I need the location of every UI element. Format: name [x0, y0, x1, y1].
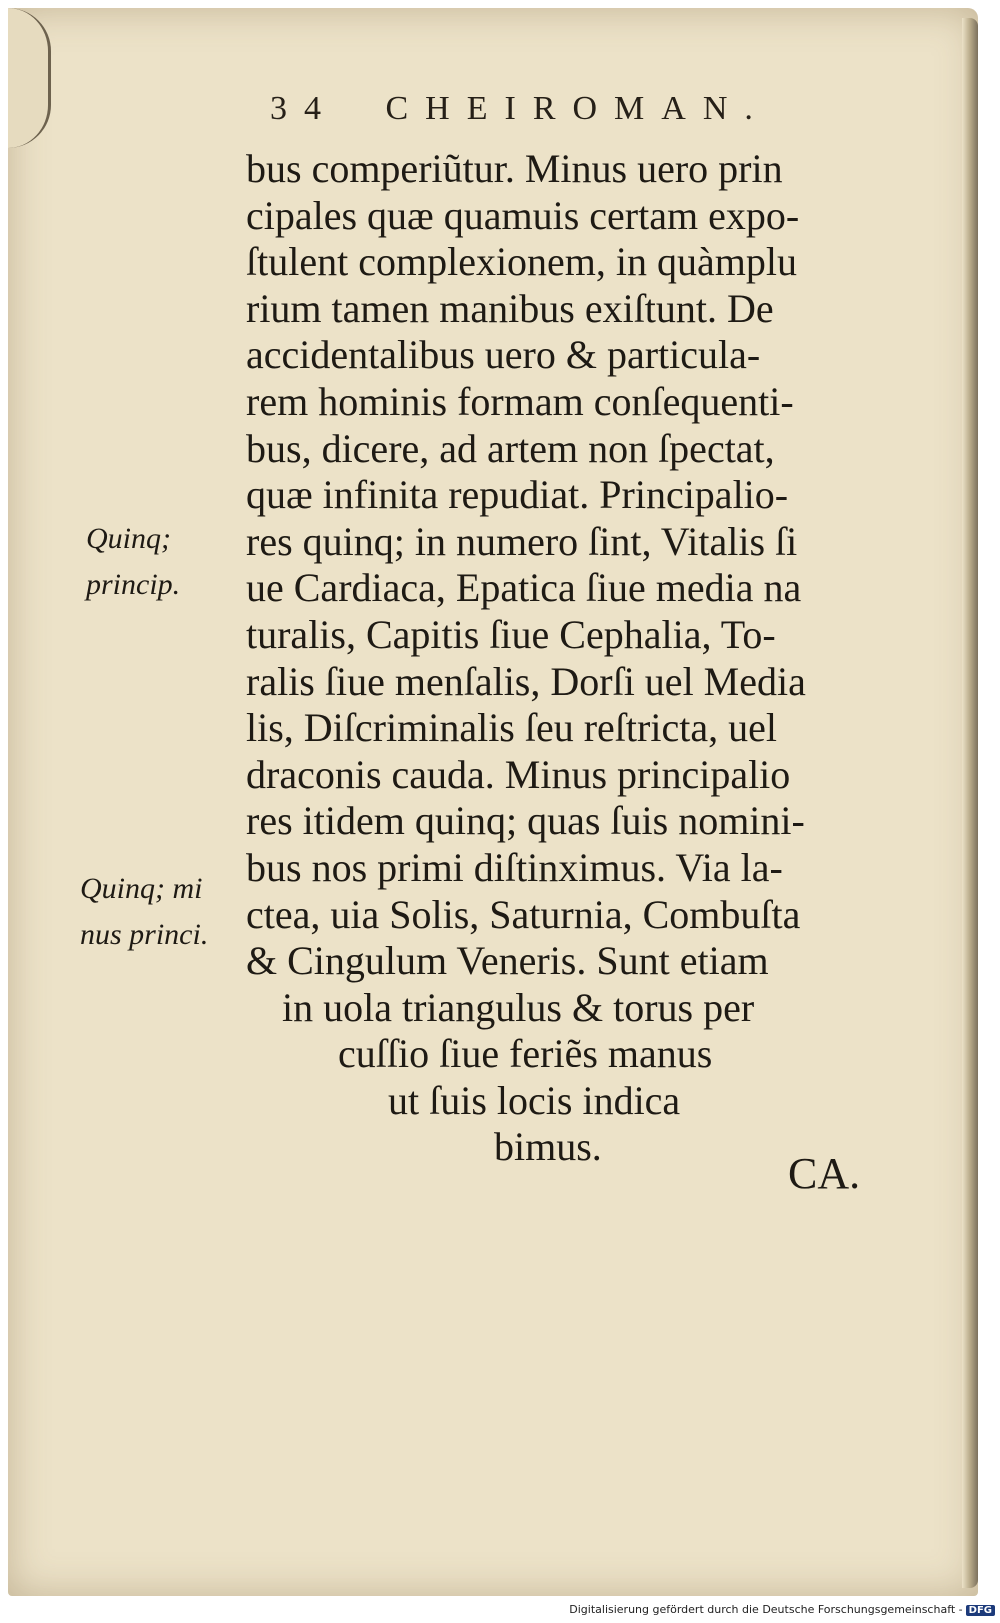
running-header: [270, 90, 830, 140]
text-line: draconis cauda. Minus principalio: [246, 751, 791, 797]
catchword: CA.: [788, 1149, 861, 1198]
margin-note-line: nus princi.: [80, 918, 209, 951]
page-number: 34: [270, 90, 338, 127]
text-line: accidentalibus uero & particula-: [246, 332, 761, 378]
text-line: bus nos primi diſtinximus. Via la-: [246, 844, 783, 890]
page-curl-left: [8, 8, 51, 148]
text-line: lis, Diſcriminalis ſeu reſtricta, uel: [246, 705, 777, 751]
text-line: turalis, Capitis ſiue Cephalia, To-: [246, 611, 776, 657]
text-line: ctea, uia Solis, Saturnia, Combuſta: [246, 891, 801, 937]
running-title: CHEIROMAN.: [385, 90, 770, 127]
text-line: quæ infinita repudiat. Principalio-: [246, 472, 789, 518]
text-line: & Cingulum Veneris. Sunt etiam: [246, 938, 769, 984]
book-page: [8, 8, 978, 1596]
text-line: bus comperiũtur. Minus uero prin: [246, 146, 783, 191]
text-line: rem hominis formam conſequenti-: [246, 378, 794, 424]
text-line: cipales quæ quamuis certam expo-: [246, 192, 800, 238]
page-edge-right: [962, 18, 978, 1588]
margin-note-line: Quinq; mi: [80, 872, 203, 905]
text-line: ue Cardiaca, Epatica ſiue media na: [246, 565, 802, 611]
text-line: cuſſio ſiue feriẽs manus: [338, 1031, 713, 1077]
text-line: ralis ſiue menſalis, Dorſi uel Media: [246, 658, 806, 704]
text-line: bus, dicere, ad artem non ſpectat,: [246, 425, 775, 471]
text-line: rium tamen manibus exiſtunt. De: [246, 285, 774, 331]
text-line: ſtulent complexionem, in quàmplu: [246, 239, 798, 285]
dfg-logo: DFG: [966, 1605, 995, 1616]
margin-note-line: Quinq;: [86, 522, 171, 555]
margin-note-line: princip.: [86, 568, 181, 601]
digitization-credit: [560, 1603, 995, 1621]
credit-text: Digitalisierung gefördert durch die Deutsche Forschungsgemeinschaft -: [569, 1603, 963, 1616]
text-line: bimus.: [494, 1124, 602, 1170]
text-line: in uola triangulus & torus per: [282, 984, 755, 1030]
margin-note-minor: [80, 866, 240, 958]
text-line: res itidem quinq; quas ſuis nomini-: [246, 798, 805, 844]
margin-note-principal: [86, 516, 236, 608]
body-text: [246, 146, 916, 1171]
text-line: res quinq; in numero ſint, Vitalis ſi: [246, 518, 798, 564]
text-line: ut ſuis locis indica: [388, 1077, 681, 1123]
